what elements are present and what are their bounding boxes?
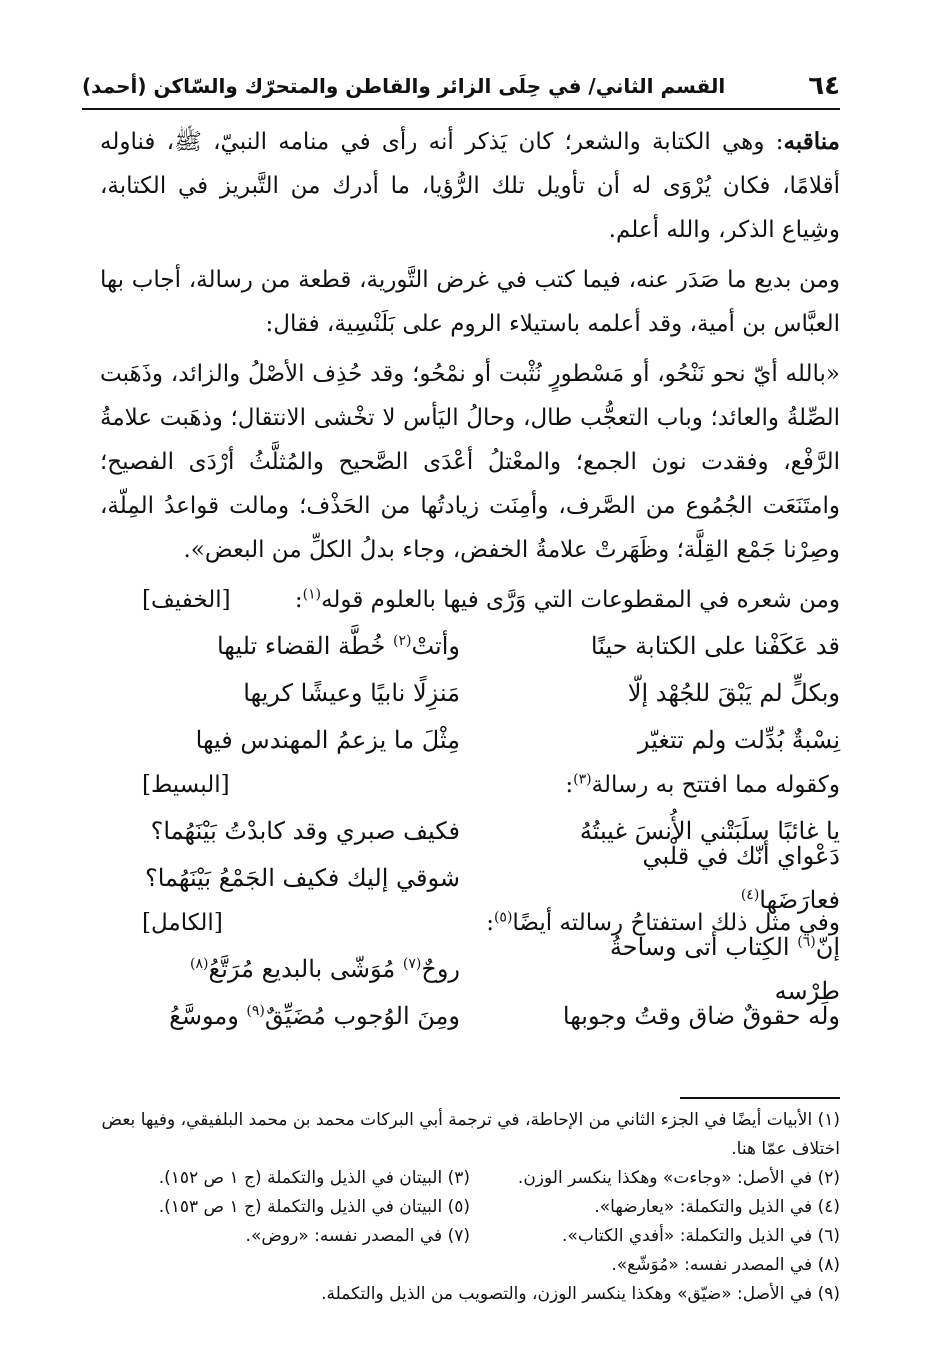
lead-word: مناقبه xyxy=(783,128,840,155)
footnote-1: (١) الأبيات أيضًا في الجزء الثاني من الإحاطة، في ترجمة أبي البركات محمد بن محمد البلفيقي، وفيها بعض اختلاف عمّا هنا. xyxy=(101,1110,840,1159)
poem1-intro xyxy=(100,578,840,622)
footnote-ref: (٤) xyxy=(740,886,760,903)
second-hemistich xyxy=(100,994,460,1038)
second-hemistich: مِثْلَ ما يزعمُ المهندس فيها xyxy=(195,725,460,754)
first-hemistich: يا غائبًا سلَبَتْني الأُنسَ غيبتُهُ xyxy=(579,816,840,845)
main-text xyxy=(100,120,840,1039)
hemistich-text: روحٌ xyxy=(421,954,460,983)
first-hemistich: قد عَكَفْنا على الكتابة حينًا xyxy=(590,631,840,660)
page-number: ٦٤ xyxy=(808,71,840,101)
intro-text: ومن شعره في المقطوعات التي وَرَّى فيها بالعلوم قوله xyxy=(321,587,840,613)
intro-end: : xyxy=(565,772,574,798)
footnote-3: (٣) البيتان في الذيل والتكملة (ج ١ ص ١٥٢). xyxy=(158,1168,470,1188)
hemistich-text: مُوَشّى بالبديع مُرَتَّعُ xyxy=(208,954,403,983)
second-hemistich: فكيف صبري وقد كابدْتُ بَيْنَهُما؟ xyxy=(150,816,460,845)
footnote-6: (٦) في الذيل والتكملة: «أفدي الكتاب». xyxy=(562,1226,840,1246)
verse xyxy=(100,841,840,914)
paragraph-manaqib xyxy=(100,120,840,252)
running-title: القسم الثاني/ في حِلَى الزائر والقاطن والمتحرّك والسّاكن (أحمد) xyxy=(82,74,726,98)
page-header xyxy=(82,66,840,106)
footnotes xyxy=(100,1106,840,1309)
footnote-5: (٥) البيتان في الذيل والتكملة (ج ١ ص ١٥٣). xyxy=(158,1197,470,1217)
poem2-intro xyxy=(100,763,840,807)
footnote-7: (٧) في المصدر نفسه: «روض». xyxy=(245,1226,470,1246)
second-hemistich: مَنزِلًا نابيًا وعيشًا كريها xyxy=(243,678,460,707)
meter-label: [البسيط] xyxy=(142,772,230,798)
footnote-4: (٤) في الذيل والتكملة: «يعارضها». xyxy=(594,1197,840,1217)
verse xyxy=(100,932,840,1005)
hemistich-text: وموسَّعُ xyxy=(169,1001,247,1030)
second-hemistich: شوقي إليك فكيف الجَمْعُ بَيْنَهُما؟ xyxy=(144,863,460,892)
footnote-ref: (٦) xyxy=(797,933,816,950)
first-hemistich: نِسْبةٌ بُدِّلت ولم تتغيّر xyxy=(637,725,840,754)
verse xyxy=(100,622,840,669)
footnote-row xyxy=(100,1164,840,1193)
footnote-row xyxy=(100,1193,840,1222)
footnote-2: (٢) في الأصل: «وجاءت» وهكذا ينكسر الوزن. xyxy=(517,1168,840,1188)
intro-text: وكقوله مما افتتح به رسالة xyxy=(591,772,840,798)
header-rule xyxy=(82,108,840,110)
intro-end: : xyxy=(486,910,494,936)
footnote-ref: (٩) xyxy=(246,1002,265,1019)
intro-text: وفي مثل ذلك استفتاحُ رسالته أيضًا xyxy=(512,910,840,936)
footnote-ref: (٨) xyxy=(189,955,209,972)
verse xyxy=(100,716,840,763)
footnote-ref: (١) xyxy=(302,586,322,603)
hemistich-text: وأتتْ xyxy=(411,631,460,660)
hemistich-text: ومِنَ الوُجوب مُضَيِّقٌ xyxy=(264,1001,460,1030)
footnote-9: (٩) في الأصل: «ضيّق» وهكذا ينكسر الوزن، والتصويب من الذيل والتكملة. xyxy=(321,1284,840,1304)
verse xyxy=(100,669,840,716)
verse xyxy=(100,992,840,1039)
footnote-8: (٨) في المصدر نفسه: «مُوَشّع». xyxy=(611,1255,840,1275)
first-hemistich: وله حقوقٌ ضاق وقتُ وجوبها xyxy=(562,1001,840,1030)
paragraph-tawriya: ومن بديع ما صَدَر عنه، فيما كتب في غرض التَّورية، قطعة من رسالة، أجاب بها العبَّاس بن أمية، وقد أعلمه باستيلاء الروم على بَلَنْسِية، فقال: xyxy=(100,267,840,337)
footnote-ref: (٣) xyxy=(573,771,592,788)
footnote-ref: (٥) xyxy=(493,909,513,926)
footnote-rule xyxy=(680,1097,840,1099)
paragraph-text: : وهي الكتابة والشعر؛ كان يَذكر أنه رأى في منامه النبيّ، ﷺ، فناوله أقلامًا، فكان يُرْوَى له أن تأويل تلك الرُّؤيا، ما أدرك من التَّبريز في الكتابة، وشِياع الذكر، والله أعلم. xyxy=(100,129,840,243)
footnote-ref: (٢) xyxy=(393,632,412,649)
second-hemistich xyxy=(100,624,460,668)
footnote-row xyxy=(100,1222,840,1251)
hemistich-text: خُطَّة القضاء تليها xyxy=(216,631,394,660)
second-hemistich xyxy=(100,947,460,991)
intro-end: : xyxy=(294,587,303,613)
paragraph-quote: «بالله أيّ نحو نَنْحُو، أو مَسْطورٍ نُثْبت أو نمْحُو؛ وقد حُذِف الأصْلُ والزائد، وذَهَبت الصِّلةُ والعائد؛ وباب التعجُّب طال، وحالُ اليَأس لا تخْشى الانتقال؛ وذهَبت علامةُ الرَّفْع، وفقدت نون الجمع؛ والمعْتلُ أعْدَى الصَّحيح والمُثلَّثُ أرْدَى الفصيح؛ وامتَنَعَت الجُمُوع من الصَّرف، وأمِنَت زيادتُها من الحَذْف؛ ومالت قواعدُ المِلّة، وصِرْنا جَمْع القِلَّة؛ وظَهَرتْ علامةُ الخفض، وجاء بدلُ الكلِّ من البعض». xyxy=(100,361,840,563)
hemistich-text: دَعْواي أنّك في قلْبي فعارَضَها xyxy=(642,841,840,914)
hemistich-text: إنّ xyxy=(815,932,840,961)
meter-label: [الخفيف] xyxy=(142,587,231,613)
meter-label: [الكامل] xyxy=(142,910,223,936)
footnote-ref: (٧) xyxy=(402,955,422,972)
first-hemistich: وبكلٍّ لم يَبْقَ للجُهْد إلّا xyxy=(627,678,840,707)
hemistich-text: الكِتاب أتى وساحةُ طِرْسه xyxy=(609,932,840,1005)
